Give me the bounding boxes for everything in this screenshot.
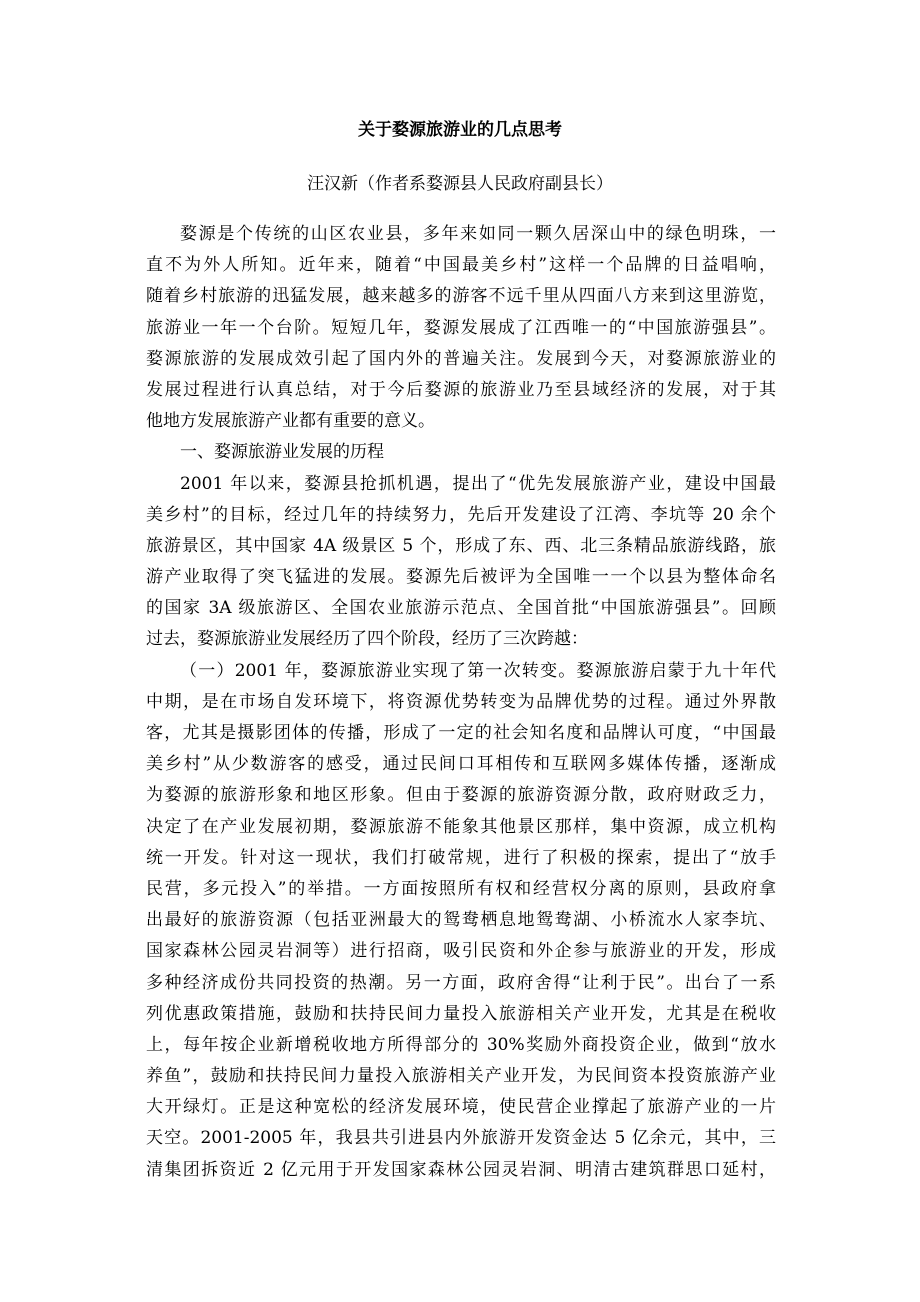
text-line: 天空。2001-2005 年，我县共引进县内外旅游开发资金达 5 亿余元，其中，三	[146, 1128, 776, 1149]
text-line: 美乡村”从少数游客的感受，通过民间口耳相传和互联网多媒体传播，逐渐成	[146, 754, 776, 775]
text-line: 过去，婺源旅游业发展经历了四个阶段，经历了三次跨越：	[146, 629, 588, 650]
text-line: 2001 年以来，婺源县抢抓机遇，提出了“优先发展旅游产业，建设中国最	[180, 473, 776, 494]
text-line: 出最好的旅游资源（包括亚洲最大的鸳鸯栖息地鸳鸯湖、小桥流水人家李坑、	[146, 910, 776, 931]
text-line: 决定了在产业发展初期，婺源旅游不能象其他景区那样，集中资源，成立机构	[146, 816, 776, 837]
text-line: 统一开发。针对这一现状，我们打破常规，进行了积极的探索，提出了“放手	[146, 847, 776, 868]
text-line: 发展过程进行认真总结，对于今后婺源的旅游业乃至县域经济的发展，对于其	[146, 379, 776, 400]
text-line: 直不为外人所知。近年来，随着“中国最美乡村”这样一个品牌的日益唱响，	[146, 255, 776, 276]
text-line: 上，每年按企业新增税收地方所得部分的 30%奖励外商投资企业，做到“放水	[146, 1034, 776, 1055]
text-line: 婺源旅游的发展成效引起了国内外的普遍关注。发展到今天，对婺源旅游业的	[146, 348, 776, 369]
document-author: 汪汉新（作者系婺源县人民政府副县长）	[307, 174, 613, 194]
document-body	[146, 219, 776, 1186]
document-title: 关于婺源旅游业的几点思考	[358, 120, 562, 140]
text-line: 旅游业一年一个台阶。短短几年，婺源发展成了江西唯一的“中国旅游强县”。	[146, 317, 776, 338]
text-line: 客，尤其是摄影团体的传播，形成了一定的社会知名度和品牌认可度，“中国最	[146, 723, 776, 743]
text-line: 美乡村”的目标，经过几年的持续努力，先后开发建设了江湾、李坑等 20 余个	[146, 504, 776, 525]
text-line: 民营，多元投入”的举措。一方面按照所有权和经营权分离的原则，县政府拿	[146, 878, 776, 899]
text-line: 中期，是在市场自发环境下，将资源优势转变为品牌优势的过程。通过外界散	[146, 691, 776, 712]
text-line: 他地方发展旅游产业都有重要的意义。	[146, 411, 435, 432]
text-line: 婺源是个传统的山区农业县，多年来如同一颗久居深山中的绿色明珠，一	[180, 224, 776, 244]
text-line: 的国家 3A 级旅游区、全国农业旅游示范点、全国首批“中国旅游强县”。回顾	[146, 598, 776, 619]
text-line: （一）2001 年，婺源旅游业实现了第一次转变。婺源旅游启蒙于九十年代	[180, 660, 776, 681]
text-line: 多种经济成份共同投资的热潮。另一方面，政府舍得“让利于民”。出台了一系	[146, 972, 776, 993]
text-line: 为婺源的旅游形象和地区形象。但由于婺源的旅游资源分散，政府财政乏力，	[146, 785, 776, 806]
text-line: 大开绿灯。正是这种宽松的经济发展环境，使民营企业撑起了旅游产业的一片	[146, 1097, 776, 1118]
section-heading: 一、婺源旅游业发展的历程	[180, 442, 384, 463]
text-line: 清集团拆资近 2 亿元用于开发国家森林公园灵岩洞、明清古建筑群思口延村，	[146, 1159, 776, 1180]
text-line: 列优惠政策措施，鼓励和扶持民间力量投入旅游相关产业开发，尤其是在税收	[146, 1003, 776, 1024]
text-line: 随着乡村旅游的迅猛发展，越来越多的游客不远千里从四面八方来到这里游览，	[146, 286, 776, 307]
text-line: 游产业取得了突飞猛进的发展。婺源先后被评为全国唯一一个以县为整体命名	[146, 567, 776, 588]
text-line: 国家森林公园灵岩洞等）进行招商，吸引民资和外企参与旅游业的开发，形成	[146, 941, 776, 962]
text-line: 养鱼”，鼓励和扶持民间力量投入旅游相关产业开发，为民间资本投资旅游产业	[146, 1066, 776, 1087]
text-line: 旅游景区，其中国家 4A 级景区 5 个，形成了东、西、北三条精品旅游线路，旅	[146, 535, 776, 556]
